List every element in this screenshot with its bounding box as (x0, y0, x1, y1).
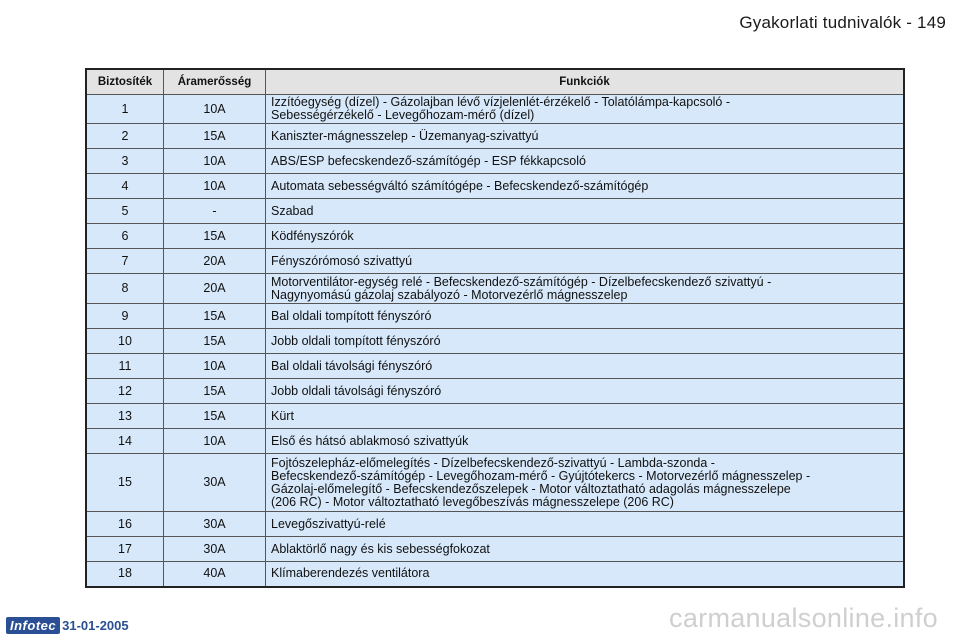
table-row (86, 274, 904, 304)
page-header: Gyakorlati tudnivalók - 149 (739, 13, 946, 32)
fuse-number-cell: 8 (86, 274, 164, 304)
amperage-cell: 10A (164, 429, 266, 454)
amperage-cell: 20A (164, 274, 266, 304)
function-cell: Automata sebességváltó számítógépe - Befecskendező-számítógép (266, 174, 905, 199)
function-cell: Első és hátsó ablakmosó szivattyúk (266, 429, 905, 454)
amperage-cell: 10A (164, 174, 266, 199)
watermark: carmanualsonline.info (669, 603, 938, 633)
function-cell: Ködfényszórók (266, 224, 905, 249)
fuse-number-cell: 3 (86, 149, 164, 174)
amperage-cell: 10A (164, 149, 266, 174)
fuse-number-cell: 17 (86, 537, 164, 562)
column-header-amperage: Áramerősség (164, 69, 266, 95)
table-row (86, 429, 904, 454)
table-row (86, 124, 904, 149)
table-row (86, 329, 904, 354)
table-row (86, 304, 904, 329)
fuse-number-cell: 15 (86, 454, 164, 512)
amperage-cell: 15A (164, 304, 266, 329)
amperage-cell: 15A (164, 124, 266, 149)
table-row (86, 199, 904, 224)
table-header-row (86, 69, 904, 95)
function-cell: Kürt (266, 404, 905, 429)
function-cell: Izzítóegység (dízel) - Gázolajban lévő vízjelenlét-érzékelő - Tolatólámpa-kapcsoló - Sebességérzékelő - Levegőhozam-mérő (dízel) (266, 95, 905, 124)
fuse-number-cell: 14 (86, 429, 164, 454)
function-cell: ABS/ESP befecskendező-számítógép - ESP fékkapcsoló (266, 149, 905, 174)
amperage-cell: 30A (164, 512, 266, 537)
fuse-number-cell: 5 (86, 199, 164, 224)
fuse-number-cell: 10 (86, 329, 164, 354)
function-cell: Bal oldali távolsági fényszóró (266, 354, 905, 379)
function-cell: Szabad (266, 199, 905, 224)
fuse-number-cell: 13 (86, 404, 164, 429)
function-cell: Fojtószelepház-előmelegítés - Dízelbefecskendező-szivattyú - Lambda-szonda - Befecskendező-számítógép - Levegőhozam-mérő - Gyújtótekercs - Motorvezérlő mágnesszelep - Gázolaj-előmelegítő - Befecskendezőszelepek - Motor változtatható adagolás mágnesszelepe (206 RC) - Motor változtatható levegőbeszívás mágnesszelepe (206 RC) (266, 454, 905, 512)
infotec-logo: Infotec (6, 617, 60, 634)
table-row (86, 354, 904, 379)
fuse-number-cell: 18 (86, 562, 164, 587)
function-cell: Kaniszter-mágnesszelep - Üzemanyag-szivattyú (266, 124, 905, 149)
table-row (86, 149, 904, 174)
fuse-number-cell: 9 (86, 304, 164, 329)
amperage-cell: 10A (164, 354, 266, 379)
fuse-number-cell: 6 (86, 224, 164, 249)
fuse-number-cell: 16 (86, 512, 164, 537)
fuse-number-cell: 7 (86, 249, 164, 274)
amperage-cell: 10A (164, 95, 266, 124)
table-row (86, 512, 904, 537)
function-cell: Bal oldali tompított fényszóró (266, 304, 905, 329)
amperage-cell: 15A (164, 404, 266, 429)
amperage-cell: 15A (164, 224, 266, 249)
function-cell: Motorventilátor-egység relé - Befecskendező-számítógép - Dízelbefecskendező szivattyú - Nagynyomású gázolaj szabályozó - Motorvezérlő mágnesszelep (266, 274, 905, 304)
function-cell: Jobb oldali távolsági fényszóró (266, 379, 905, 404)
amperage-cell: 30A (164, 537, 266, 562)
table-row (86, 379, 904, 404)
fuse-number-cell: 12 (86, 379, 164, 404)
table-row (86, 224, 904, 249)
table-row (86, 249, 904, 274)
table-row (86, 562, 904, 587)
table-row (86, 537, 904, 562)
fuse-table-body (86, 95, 904, 587)
table-row (86, 95, 904, 124)
table-row (86, 454, 904, 512)
column-header-fuse: Biztosíték (86, 69, 164, 95)
footer-date: 31-01-2005 (62, 618, 129, 633)
footer-logo (6, 617, 129, 634)
table-row (86, 174, 904, 199)
fuse-table (85, 68, 905, 588)
column-header-functions: Funkciók (266, 69, 905, 95)
table-row (86, 404, 904, 429)
fuse-number-cell: 11 (86, 354, 164, 379)
amperage-cell: 40A (164, 562, 266, 587)
amperage-cell: 20A (164, 249, 266, 274)
function-cell: Fényszórómosó szivattyú (266, 249, 905, 274)
fuse-number-cell: 4 (86, 174, 164, 199)
function-cell: Jobb oldali tompított fényszóró (266, 329, 905, 354)
function-cell: Ablaktörlő nagy és kis sebességfokozat (266, 537, 905, 562)
fuse-number-cell: 2 (86, 124, 164, 149)
amperage-cell: 15A (164, 379, 266, 404)
amperage-cell: 15A (164, 329, 266, 354)
amperage-cell: - (164, 199, 266, 224)
amperage-cell: 30A (164, 454, 266, 512)
fuse-number-cell: 1 (86, 95, 164, 124)
function-cell: Klímaberendezés ventilátora (266, 562, 905, 587)
function-cell: Levegőszivattyú-relé (266, 512, 905, 537)
